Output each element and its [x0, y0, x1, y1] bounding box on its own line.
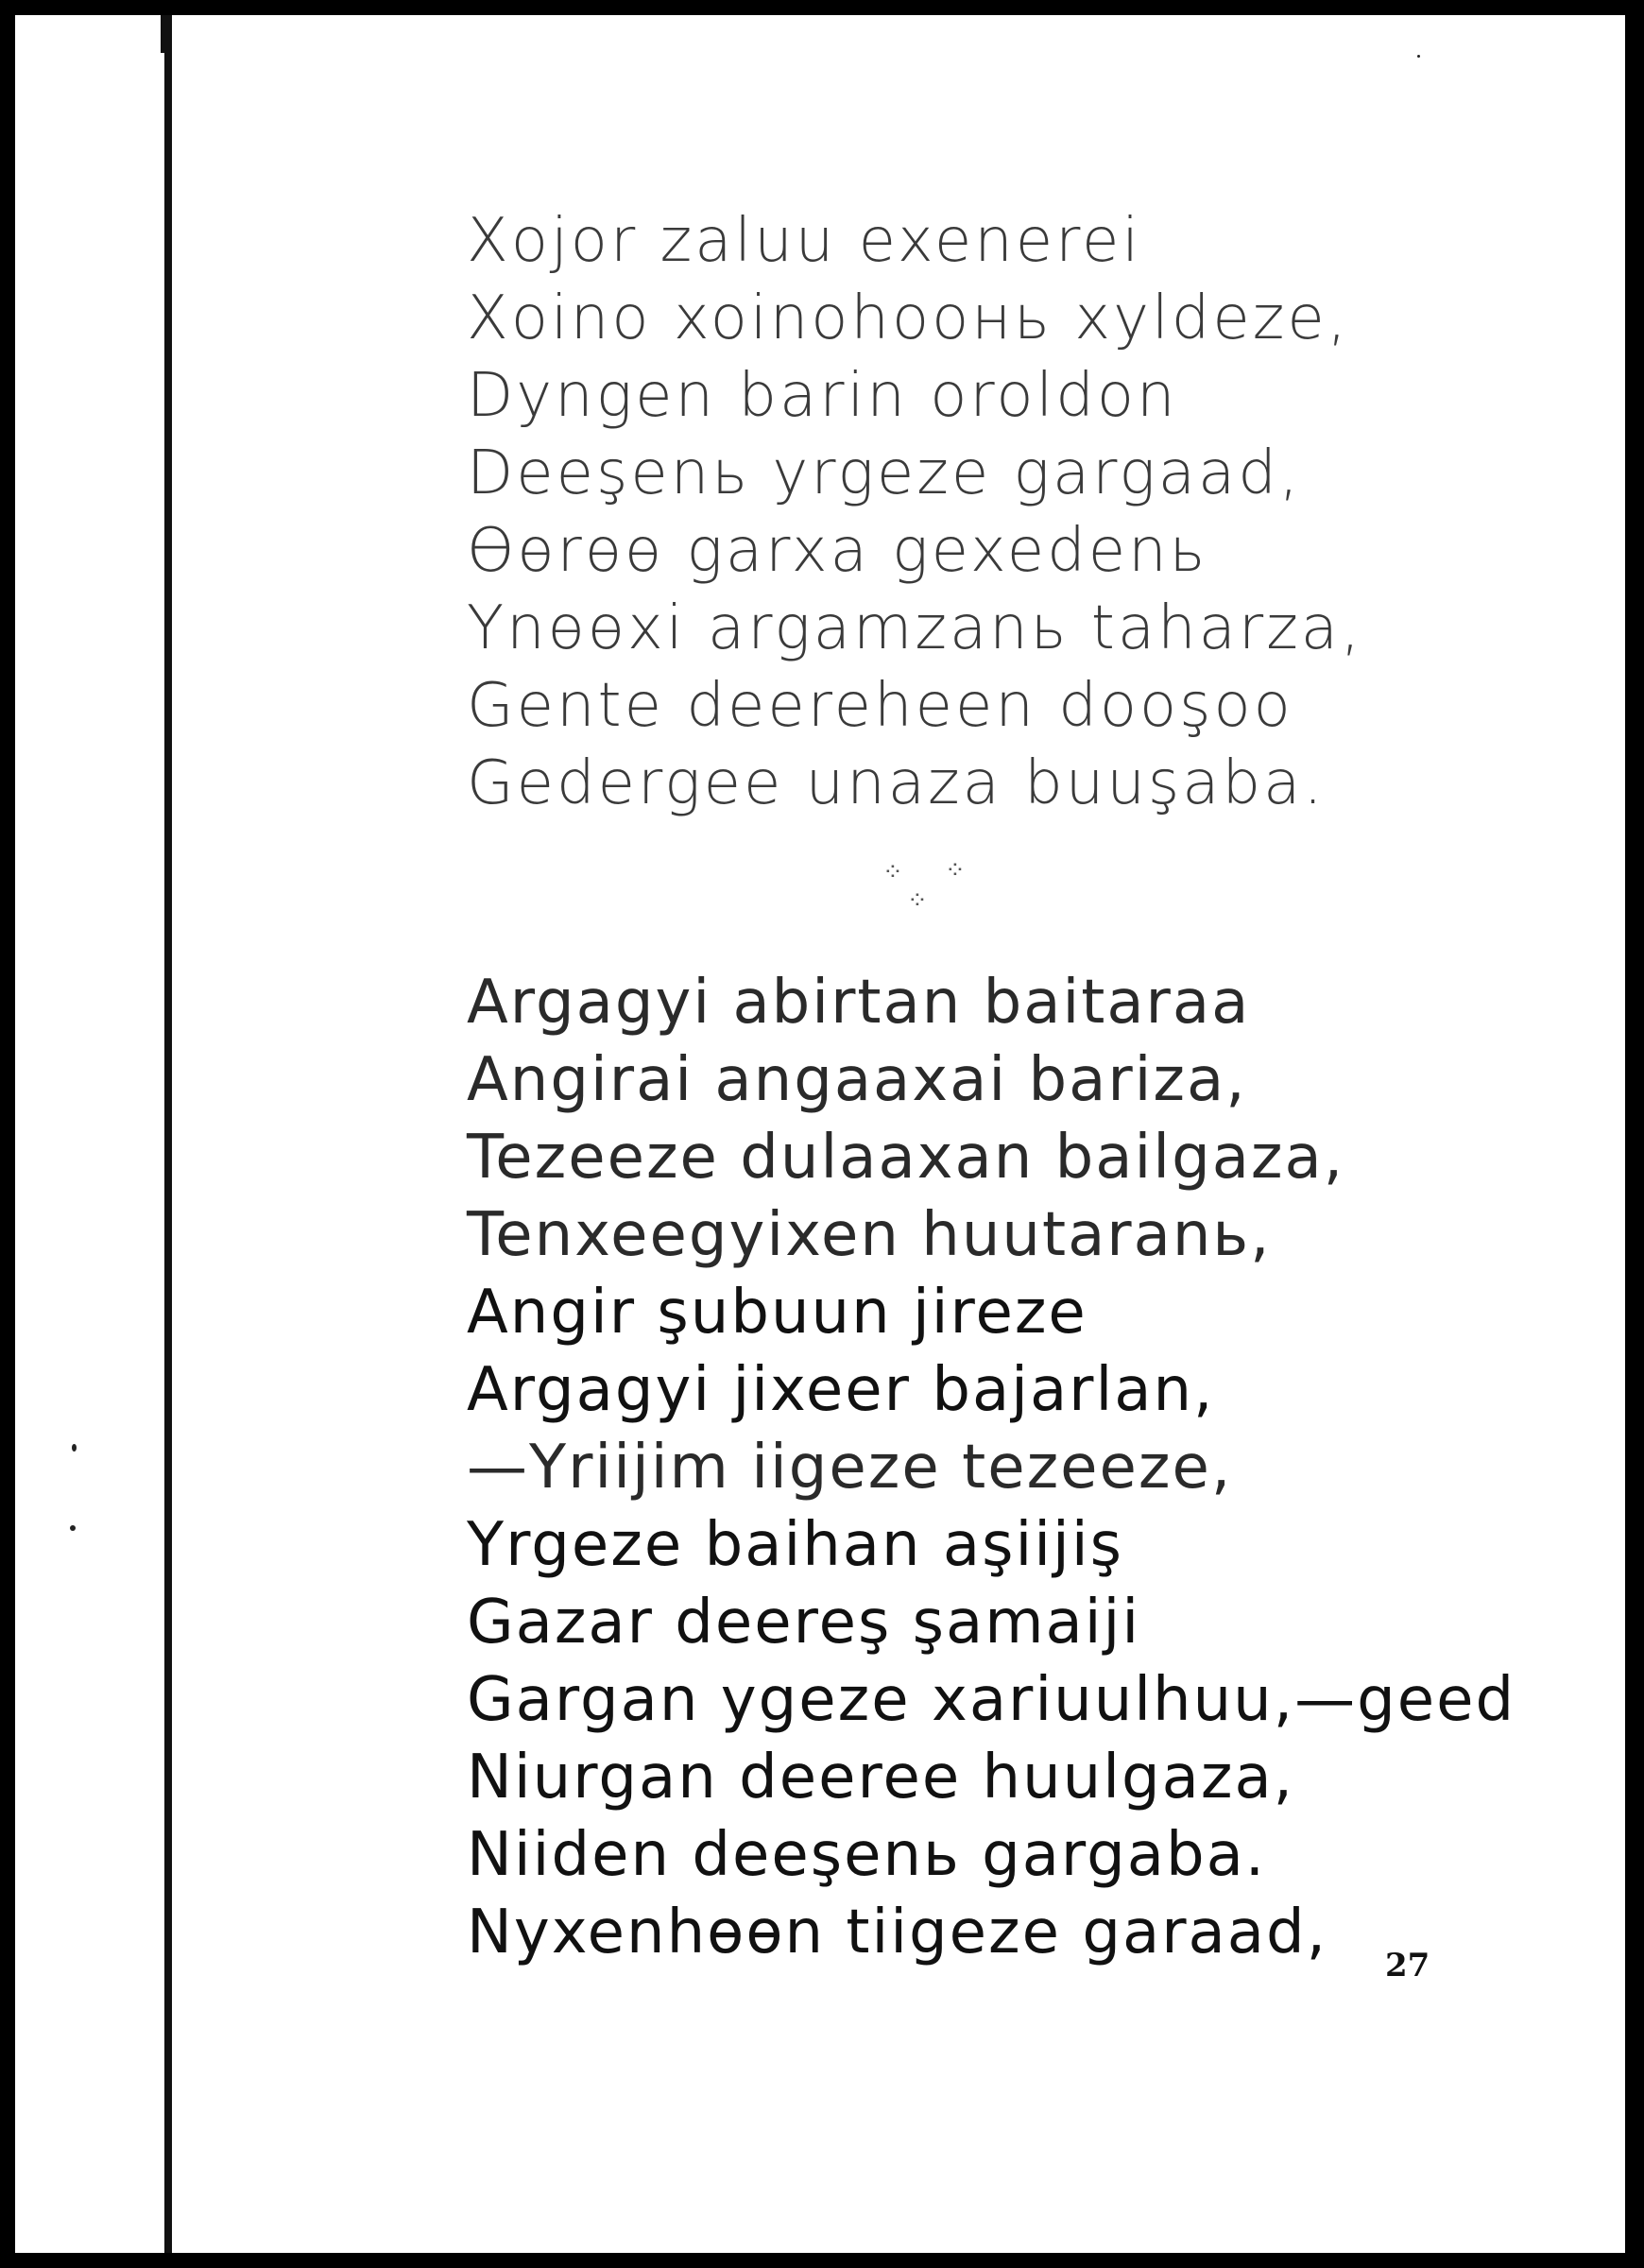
asterism-mark: ⁘ [945, 856, 966, 885]
poem-line: Angirai angaaxai bariza, [467, 1045, 1247, 1115]
poem-line: Ynөөxi argamzanь taharza, [467, 593, 1363, 663]
poem-line: Yrgeze baihan aşiijiş [467, 1510, 1123, 1580]
book-page [15, 15, 1625, 2253]
poem-line: Dyngen barin oroldon [467, 361, 1178, 431]
stanza-1 [467, 202, 1525, 822]
poem-line: Өөrөө garxa gexedenь [467, 516, 1208, 586]
poem-line: Gargan ygeze xariuulhuu,—geed [467, 1665, 1516, 1735]
poem-line: Deeşenь yrgeze gargaad, [467, 438, 1302, 508]
stanza-separator [467, 822, 1525, 964]
poem-line: Niiden deeşenь gargaba. [467, 1820, 1267, 1890]
poem-line: Niurgan deeree huulgaza, [467, 1743, 1294, 1813]
poem-line: Gente deereheen dooşoo [467, 671, 1293, 741]
page-number: 27 [1385, 1947, 1430, 1984]
scan-speck [72, 1444, 77, 1452]
poem-line: Gedergee unaza buuşaba. [467, 748, 1326, 818]
poem-line: Xoino xoinohooнь xyldeze, [467, 284, 1350, 353]
poem-line: —Yriijim iigeze tezeeze, [467, 1433, 1233, 1503]
scan-speck [70, 1525, 76, 1531]
asterism-mark: ⁘ [907, 886, 928, 915]
poem-line: Nyxenhөөn tiigeze garaad, [467, 1898, 1327, 1967]
asterism-mark: ⁘ [882, 858, 903, 886]
poem-line: Argagyi jixeer bajarlan, [467, 1355, 1215, 1425]
poem-line: Argagyi abirtan baitaraa [467, 968, 1251, 1038]
scan-speck [1417, 55, 1420, 58]
page-spine-shadow [164, 15, 172, 2253]
stanza-2 [467, 964, 1525, 1971]
poem-line: Xojor zaluu exenerei [467, 206, 1142, 276]
poem [467, 202, 1525, 1971]
poem-line: Gazar deereş şamaiji [467, 1588, 1141, 1658]
poem-line: Tenxeegyixen huutaranь, [467, 1200, 1272, 1270]
poem-line: Angir şubuun jireze [467, 1278, 1087, 1348]
poem-line: Tezeeze dulaaxan bailgaza, [467, 1123, 1345, 1193]
